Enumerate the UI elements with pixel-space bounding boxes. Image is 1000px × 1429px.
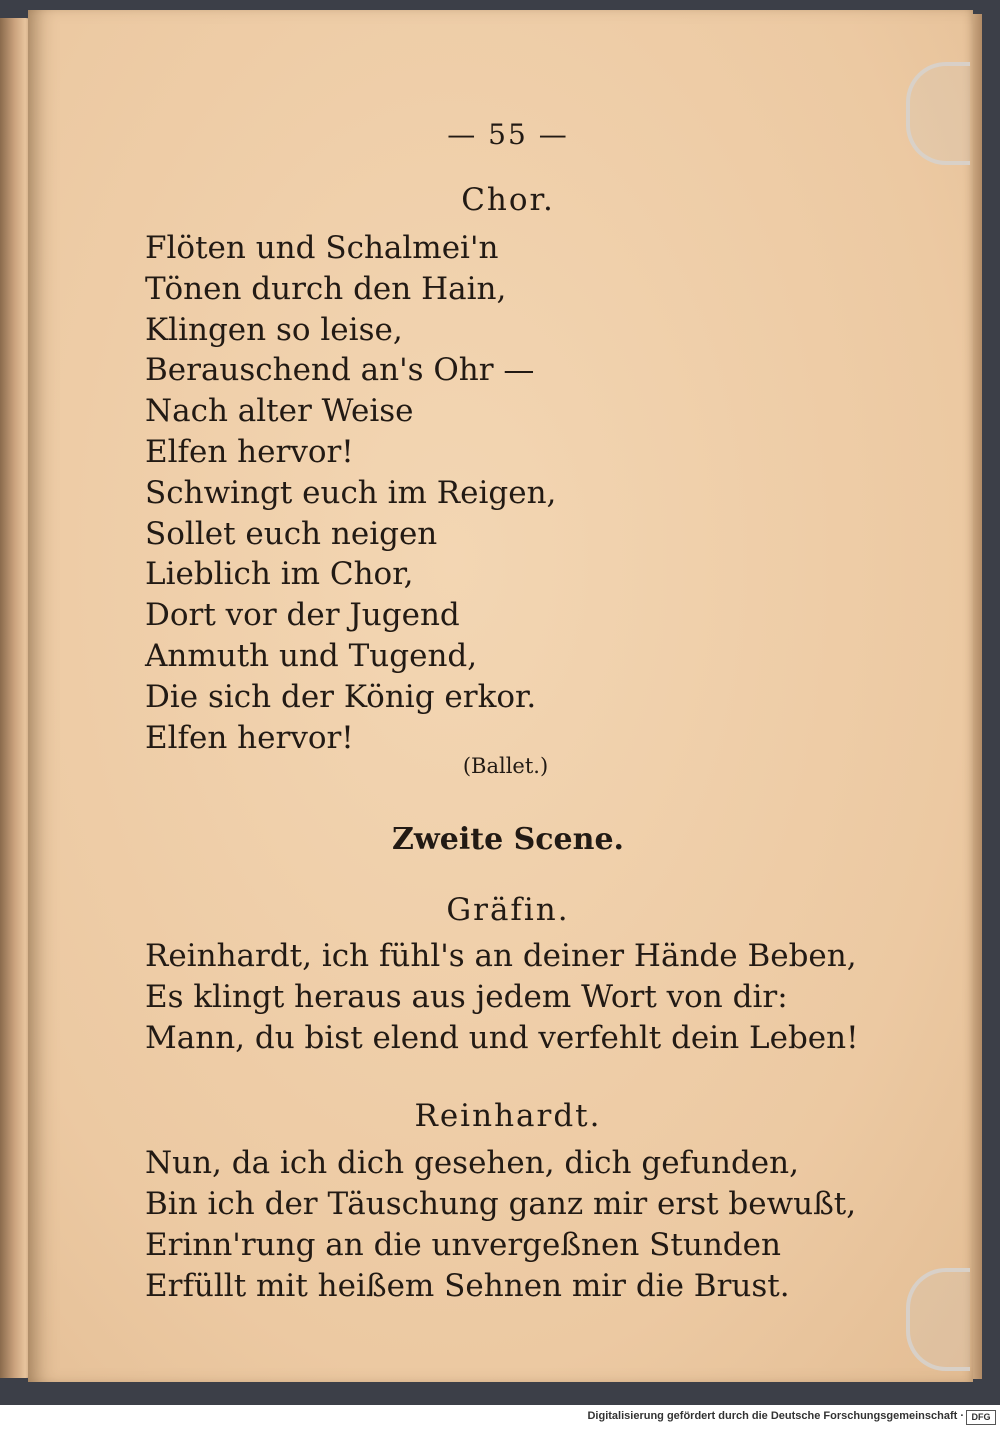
chor-verse [145, 228, 556, 758]
footer-bar [0, 1405, 1000, 1429]
page-clip-top [906, 62, 970, 165]
speaker-graefin: Gräfin. [446, 892, 570, 928]
speaker-reinhardt: Reinhardt. [414, 1098, 602, 1134]
page-number: — 55 — [447, 118, 569, 151]
verse-line: Lieblich im Chor, [145, 556, 414, 593]
page-clip-bottom [906, 1268, 970, 1371]
stage-direction: (Ballet.) [462, 754, 549, 778]
verse-line: Elfen hervor! [145, 719, 354, 756]
verse-line: Mann, du bist elend und verfehlt dein Leben! [145, 1020, 859, 1056]
verse-line: Tönen durch den Hain, [145, 270, 507, 307]
verse-line: Bin ich der Täuschung ganz mir erst bewußt, [145, 1186, 857, 1222]
verse-line: Elfen hervor! [145, 433, 354, 470]
verse-line: Flöten und Schalmei'n [145, 230, 499, 266]
verse-line: Die sich der König erkor. [145, 678, 537, 715]
scene-title: Zweite Scene. [392, 822, 624, 857]
reinhardt-verse [145, 1143, 856, 1307]
dfg-logo-icon: DFG [966, 1410, 996, 1425]
verse-line: Erfüllt mit heißem Sehnen mir die Brust. [145, 1268, 790, 1304]
dfg-credit-text: Digitalisierung gefördert durch die Deutsche Forschungsgemeinschaft · [587, 1410, 964, 1422]
verse-line: Nach alter Weise [145, 393, 414, 430]
verse-line: Reinhardt, ich fühl's an deiner Hände Beben, [145, 938, 857, 974]
verse-line: Nun, da ich dich gesehen, dich gefunden, [145, 1145, 799, 1181]
graefin-verse [145, 936, 859, 1059]
verse-line: Anmuth und Tugend, [145, 637, 478, 674]
verse-line: Schwingt euch im Reigen, [145, 474, 557, 511]
verse-line: Es klingt heraus aus jedem Wort von dir: [145, 979, 788, 1015]
book-page [28, 10, 973, 1382]
verse-line: Sollet euch neigen [145, 515, 438, 552]
verse-line: Klingen so leise, [145, 311, 403, 348]
speaker-chor: Chor. [461, 182, 555, 218]
verse-line: Erinn'rung an die unvergeßnen Stunden [145, 1227, 781, 1263]
verse-line: Dort vor der Jugend [145, 597, 460, 634]
verse-line: Berauschend an's Ohr — [145, 352, 535, 389]
